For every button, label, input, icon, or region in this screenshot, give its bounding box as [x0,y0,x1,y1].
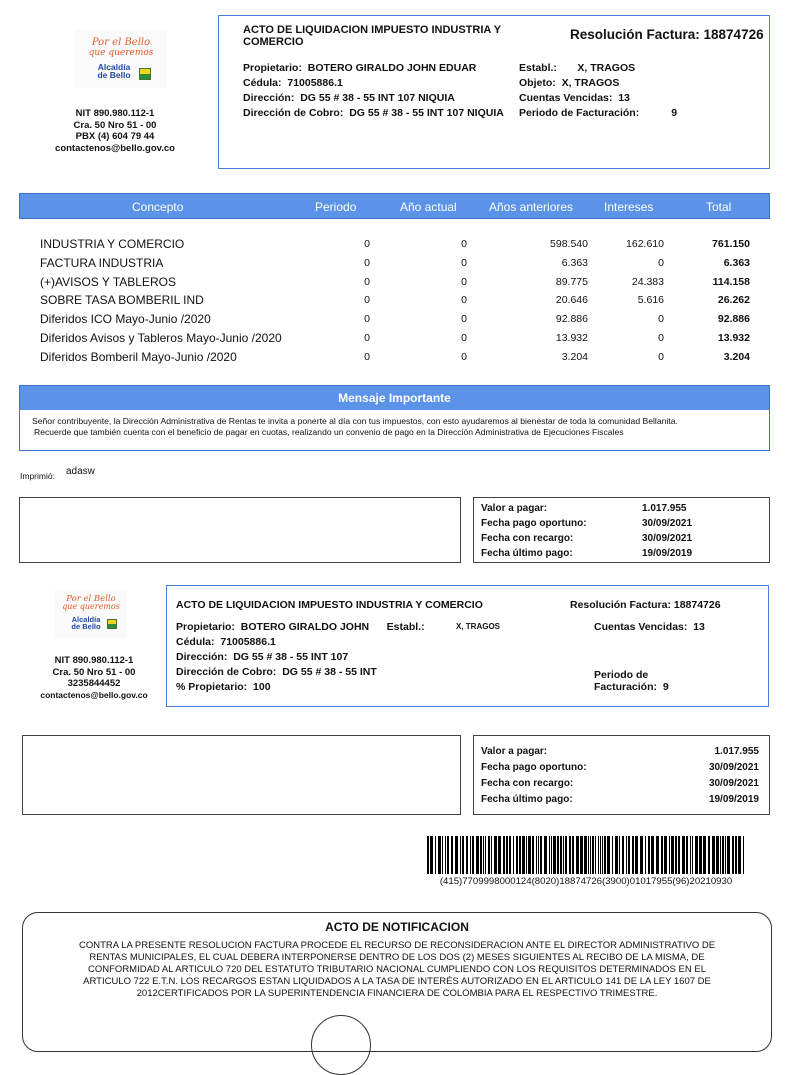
barcode-bar [538,836,539,874]
cell-anios-anteriores: 3.204 [561,350,588,363]
col-total: Total [706,200,732,214]
cell-anio-actual: 0 [461,256,467,269]
cell-periodo: 0 [364,313,370,326]
late-value: 30/09/2021 [642,533,693,544]
table-row [40,348,752,366]
cell-anios-anteriores: 92.886 [555,313,588,326]
logo-org-1-stub: Alcaldía [71,615,101,624]
barcode-bar [722,836,724,874]
barcode-bar [743,836,744,874]
payment-box-1 [473,497,770,563]
logo-org-2: de Bello [97,70,131,80]
org-info-stub [20,655,168,701]
barcode-bar [427,836,429,874]
barcode-bar [503,836,505,874]
barcode-bar [470,836,471,874]
pay-label: Valor a pagar: [481,503,548,514]
cell-periodo: 0 [364,275,370,288]
logo-slogan-2: que queremos [88,48,154,58]
cell-anio-actual: 0 [461,275,467,288]
notice-title: ACTO DE NOTIFICACION [325,920,469,934]
flag-icon-stub [107,619,117,629]
barcode-bar [588,836,589,874]
barcode-bar [462,836,464,874]
barcode-bar [576,836,579,874]
logo-slogan-1-stub: Por el Bello [66,594,116,604]
cell-concepto: Diferidos ICO Mayo-Junio /2020 [40,312,211,327]
cell-anios-anteriores: 89.775 [555,275,588,288]
barcode-bar [528,836,531,874]
notice-line-3: CONFORMIDAD AL ARTICULO 720 DEL ESTATUTO TRIBUTARIO NACIONAL CUMPLIENDO CON LOS REQUISITOS DETERMINADOS EN EL [88,964,706,975]
late-value-2: 30/09/2021 [708,778,759,789]
barcode-bar [498,836,501,874]
printed-user: adasw [66,466,95,477]
table-row [40,291,752,309]
barcode-bar [645,836,646,874]
cell-periodo: 0 [364,332,370,344]
period-stub [594,669,669,693]
barcode-bar [738,836,741,874]
barcode-bar [506,836,508,874]
barcode-bar [712,836,715,874]
barcode-bar [560,836,562,874]
last-value-2: 19/09/2019 [708,794,759,805]
billing-label: Dirección de Cobro: [243,107,344,119]
logo-slogan-2-stub: que queremos [62,602,120,611]
org-email-stub: contactenos@bello.gov.co [40,689,148,700]
last-label: Fecha último pago: [481,548,573,559]
address-value: DG 55 # 38 - 55 INT 107 NIQUIA [300,92,455,104]
cell-total: 6.363 [723,256,750,269]
owner-value: BOTERO GIRALDO JOHN EDUAR [307,62,477,74]
address-label-stub: Dirección: [176,651,228,663]
object-label: Objeto: [519,77,556,89]
org-nit: NIT 890.980.112-1 [75,108,155,119]
barcode-bar [447,836,449,874]
barcode-bar [466,836,468,874]
table-row [40,235,752,253]
account-fields [519,61,677,121]
cell-total: 13.932 [717,332,750,344]
billing-value: DG 55 # 38 - 55 INT 107 NIQUIA [349,107,504,119]
payment-values-2 [709,744,759,808]
barcode-bar [516,836,518,874]
barcode-bar [735,836,737,874]
overdue-value-stub: 13 [693,621,705,633]
barcode-bar [648,836,650,874]
period-label-stub-1: Periodo de [594,669,649,681]
cell-concepto: SOBRE TASA BOMBERIL IND [40,293,204,308]
barcode-bar [727,836,730,874]
blank-box-2 [22,735,461,815]
barcode-bar [480,836,482,874]
barcode-bar [445,836,446,874]
barcode-bar [563,836,564,874]
barcode-bar [686,836,688,874]
cell-concepto: Diferidos Avisos y Tableros Mayo-Junio /2020 [40,331,282,345]
cell-anios-anteriores: 598.540 [550,238,588,250]
cell-total: 92.886 [717,313,750,326]
barcode-bar [725,836,726,874]
payment-values-1 [642,501,692,561]
barcode-bar [494,836,497,874]
barcode-bar [708,836,710,874]
last-label-2: Fecha último pago: [481,794,573,805]
cell-anio-actual: 0 [461,350,467,363]
estab-value-stub: X, TRAGOS [456,622,501,631]
seal-circle [311,1015,371,1075]
barcode-bar [435,836,436,874]
barcode-bar [656,836,659,874]
cell-anios-anteriores: 20.646 [555,294,588,307]
barcode-bar [540,836,542,874]
barcode-bar [651,836,654,874]
barcode-bar [509,836,511,874]
cell-total: 3.204 [723,350,750,363]
barcode-bar [669,836,670,874]
share-label-stub: % Propietario: [176,681,248,693]
cell-intereses: 0 [658,332,664,344]
message-box [19,385,770,451]
barcode-text: (415)7709998000124(8020)18874726(3900)01017955(96)20210930 [439,876,733,887]
table-row [40,273,752,291]
address-value-stub: DG 55 # 38 - 55 INT 107 [233,651,349,663]
estab-value: X, TRAGOS [577,62,636,74]
notification-box [22,912,772,1052]
barcode-bar [532,836,534,874]
blank-box-1 [19,497,461,563]
cell-intereses: 0 [658,256,664,269]
logo-slogan-1: Por el Bello [91,37,151,48]
address-label: Dirección: [243,92,295,104]
flag-icon [139,68,151,80]
col-intereses: Intereses [604,200,654,214]
barcode-bar [716,836,719,874]
printed-label: Imprimió: [20,471,55,481]
barcode-bar [600,836,601,874]
notice-line-4: ARTICULO 722 E.T.N. LOS RECARGOS ESTAN LIQUIDADOS A LA TASA DE INTERÉS AUTORIZADO EN EL ARTICULO 141 DE LA LEY 1607 DE [83,976,711,987]
barcode-bar [678,836,680,874]
org-phone-stub: 3235844452 [67,678,121,689]
period-value-stub: 9 [662,681,669,693]
barcode-bar [551,836,552,874]
col-anios-anteriores: Años anteriores [489,200,574,214]
cell-anios-anteriores: 13.932 [555,332,588,344]
overdue-label: Cuentas Vencidas: [519,92,613,104]
org-address-stub: Cra. 50 Nro 51 - 00 [52,666,136,678]
pay-value-2: 1.017.955 [714,746,759,757]
notice-line-1: CONTRA LA PRESENTE RESOLUCION FACTURA PROCEDE EL RECURSO DE RECONSIDERACION ANTE EL DIRECTOR ADMINISTRATIVO DE [78,940,716,951]
id-label-stub: Cédula: [176,636,215,648]
cell-periodo: 0 [364,350,370,363]
notice-text [23,940,771,1000]
barcode-bar [664,836,667,874]
cell-anio-actual: 0 [461,313,467,326]
barcode-bar [732,836,734,874]
last-value: 19/09/2019 [642,548,693,559]
cell-intereses: 5.616 [637,294,664,307]
cell-intereses: 0 [658,350,664,363]
cell-periodo: 0 [364,294,370,307]
cell-periodo: 0 [364,256,370,269]
billing-value-stub: DG 55 # 38 - 55 INT [282,666,377,678]
resolution-number-stub: Resolución Factura: 18874726 [570,599,721,611]
id-value: 71005886.1 [287,77,343,89]
barcode-bar [569,836,571,874]
logo-org-1: Alcaldía [97,62,131,72]
logo-org-2-stub: de Bello [71,622,101,631]
period-label-stub-2: Facturación: [594,681,658,693]
barcode-bar [544,836,547,874]
barcode-bar [699,836,702,874]
org-email: contactenos@bello.gov.co [55,142,175,154]
col-periodo: Periodo [315,200,357,214]
barcode [427,836,745,874]
barcode-bar [572,836,574,874]
barcode-bar [430,836,433,874]
cell-total: 26.262 [717,294,750,307]
barcode-bar [438,836,441,874]
table-row [40,310,752,328]
col-anio-actual: Año actual [400,200,457,214]
barcode-bar [607,836,610,874]
barcode-bar [522,836,525,874]
barcode-bar [549,836,550,874]
barcode-bar [565,836,567,874]
alcaldia-logo-stub [55,590,127,638]
barcode-bar [598,836,599,874]
notice-line-5: 2012CERTIFICADOS POR LA SUPERINTENDENCIA FINANCIERA DE COLOMBIA PARA EL RESPECTIVO TRIMESTRE. [136,988,658,999]
cell-anio-actual: 0 [461,238,467,250]
col-concepto: Concepto [132,200,184,214]
barcode-bar [488,836,490,874]
barcode-bar [690,836,691,874]
barcode-bar [580,836,583,874]
taxpayer-fields-stub [176,620,425,695]
table-row [40,254,752,272]
barcode-bar [584,836,587,874]
barcode-bar [553,836,556,874]
due-value-2: 30/09/2021 [708,762,759,773]
barcode-bar [476,836,479,874]
barcode-bar [604,836,606,874]
estab-label-stub: Establ.: [386,621,425,633]
barcode-bar [695,836,698,874]
barcode-bar [671,836,674,874]
cell-concepto: (+)AVISOS Y TABLEROS [40,274,176,289]
cell-total: 114.158 [712,275,750,288]
barcode-bar [661,836,663,874]
barcode-bar [602,836,603,874]
table-header [19,193,770,219]
cell-concepto: Diferidos Bomberil Mayo-Junio /2020 [40,349,237,364]
barcode-bar [592,836,594,874]
period-value: 9 [671,107,678,119]
cell-concepto: FACTURA INDUSTRIA [40,255,164,270]
barcode-bar [615,836,618,874]
due-label-2: Fecha pago oportuno: [481,762,587,773]
barcode-bar [675,836,677,874]
cell-intereses: 24.383 [631,275,664,288]
barcode-bar [472,836,474,874]
share-value-stub: 100 [253,681,271,693]
payment-box-2 [473,735,770,815]
barcode-bar [536,836,537,874]
cell-intereses: 0 [658,313,664,326]
id-value-stub: 71005886.1 [220,636,276,648]
org-nit-stub: NIT 890.980.112-1 [54,655,134,666]
message-title: Mensaje Importante [20,386,769,410]
taxpayer-fields [243,61,504,121]
message-text [20,410,769,438]
barcode-bar [442,836,443,874]
barcode-bar [619,836,620,874]
payment-labels-1 [481,501,587,561]
barcode-bar [451,836,453,874]
barcode-bar [526,836,527,874]
cell-anio-actual: 0 [461,294,467,307]
barcode-bar [455,836,458,874]
resolution-number: Resolución Factura: 18874726 [570,27,764,42]
overdue-stub [594,621,705,633]
taxpayer-box [218,15,770,169]
table-row [40,329,752,347]
message-line-1: Señor contribuyente, la Dirección Administrativa de Rentas te invita a ponerte al día con tus impuestos, con esto ayudaremos al bienestar de toda la comunidad Bellanita. [32,416,678,426]
barcode-bar [635,836,638,874]
barcode-bar [483,836,484,874]
cell-anio-actual: 0 [461,332,467,344]
barcode-bar [519,836,521,874]
barcode-bar [632,836,634,874]
taxpayer-box-stub [166,585,769,707]
period-label: Periodo de Facturación: [519,107,640,119]
late-label-2: Fecha con recargo: [481,778,574,789]
owner-value-stub: BOTERO GIRALDO JOHN [240,621,370,633]
barcode-bar [595,836,596,874]
barcode-bar [703,836,706,874]
barcode-bar [590,836,591,874]
overdue-label-stub: Cuentas Vencidas: [594,621,688,633]
cell-total: 761.150 [712,238,750,250]
barcode-bar [626,836,627,874]
payment-labels-2 [481,744,587,808]
doc-title: ACTO DE LIQUIDACION IMPUESTO INDUSTRIA Y COMERCIO [243,24,501,48]
owner-label: Propietario: [243,62,302,74]
barcode-bar [682,836,685,874]
barcode-bar [640,836,643,874]
org-info [20,108,210,154]
barcode-bar [622,836,624,874]
barcode-bar [628,836,630,874]
due-label: Fecha pago oportuno: [481,518,587,529]
id-label: Cédula: [243,77,282,89]
overdue-value: 13 [618,92,630,104]
cell-anios-anteriores: 6.363 [561,256,588,269]
org-address: Cra. 50 Nro 51 - 00 [73,119,157,131]
pay-value: 1.017.955 [642,503,687,514]
object-value: X, TRAGOS [561,77,620,89]
billing-label-stub: Dirección de Cobro: [176,666,277,678]
barcode-bar [692,836,693,874]
pay-label-2: Valor a pagar: [481,746,548,757]
cell-concepto: INDUSTRIA Y COMERCIO [40,237,185,251]
barcode-bar [513,836,514,874]
barcode-bar [720,836,721,874]
alcaldia-logo [75,30,167,88]
cell-periodo: 0 [364,238,370,250]
org-phone: PBX (4) 604 79 44 [75,131,155,142]
message-line-2: Recuerde que también cuenta con el beneficio de pagar en cuotas, realizando un convenio de pago en la Dirección Administrativa de Ejecuciones Fiscales [34,427,624,437]
barcode-bar [612,836,613,874]
notice-line-2: RENTAS MUNICIPALES, EL CUAL DEBERA INTERPONERSE DENTRO DE LOS DOS (2) MESES SIGUIENTES AL RECIBO DE LA MISMA, DE [89,952,705,963]
barcode-bar [491,836,492,874]
doc-title-stub: ACTO DE LIQUIDACION IMPUESTO INDUSTRIA Y COMERCIO [176,599,483,611]
barcode-bar [460,836,461,874]
estab-label: Establ.: [519,62,557,74]
cell-intereses: 162.610 [626,238,664,250]
late-label: Fecha con recargo: [481,533,574,544]
due-value: 30/09/2021 [642,518,693,529]
barcode-bar [557,836,559,874]
owner-label-stub: Propietario: [176,621,235,633]
barcode-bar [485,836,486,874]
